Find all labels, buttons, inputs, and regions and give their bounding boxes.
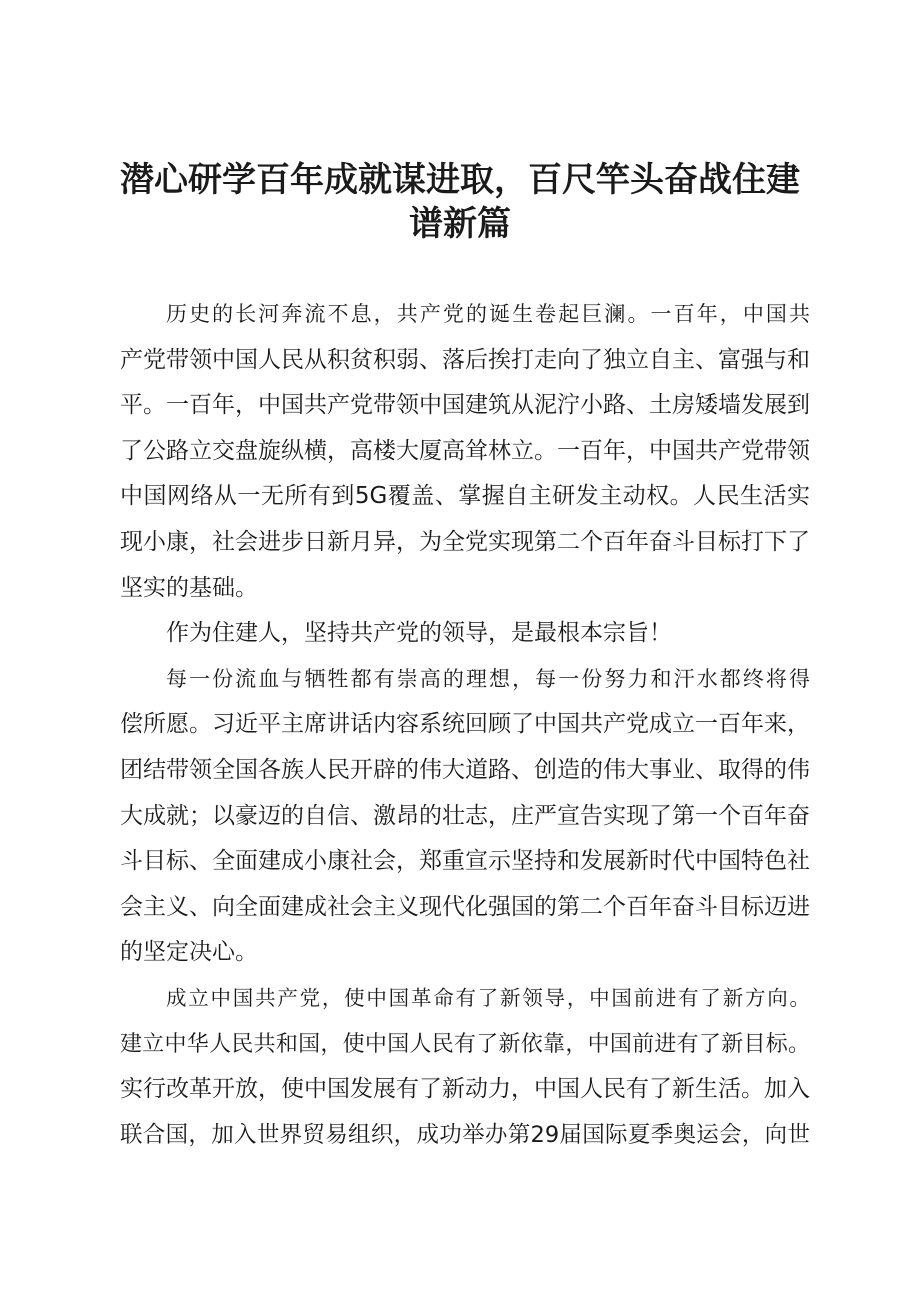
body-line: 偿所愿。习近平主席讲话内容系统回顾了中国共产党成立一百年来， (120, 711, 810, 738)
body-line: 平。一百年，中国共产党带领中国建筑从泥泞小路、土房矮墙发展到 (120, 392, 810, 419)
body-line: 历史的长河奔流不息，共产党的诞生卷起巨澜。一百年，中国共 (166, 302, 810, 326)
body-line: 中国网络从一无所有到5G覆盖、掌握自主研发主动权。人民生活实 (120, 483, 810, 510)
body-line: 成立中国共产党，使中国革命有了新领导，中国前进有了新方向。 (166, 985, 810, 1010)
title-line-1: 潜心研学百年成就谋进取，百尺竿头奋战住建 (120, 160, 800, 200)
body-line: 团结带领全国各族人民开辟的伟大道路、创造的伟大事业、取得的伟 (120, 756, 810, 783)
body-line: 了公路立交盘旋纵横，高楼大厦高耸林立。一百年，中国共产党带领 (120, 437, 810, 464)
body-line: 联合国，加入世界贸易组织，成功举办第29届国际夏季奥运会，向世 (120, 1121, 810, 1148)
body-line: 会主义、向全面建成社会主义现代化强国的第二个百年奋斗目标迈进 (120, 893, 810, 920)
document-title (110, 158, 810, 246)
body-line: 实行改革开放，使中国发展有了新动力，中国人民有了新生活。加入 (120, 1076, 810, 1103)
document-body (120, 292, 810, 1158)
body-line: 大成就；以豪迈的自信、激昂的壮志，庄严宣告实现了第一个百年奋 (120, 802, 810, 829)
body-line: 每一份流血与牺牲都有崇高的理想，每一份努力和汗水都终将得 (166, 666, 810, 691)
title-line-2: 谱新篇 (409, 204, 511, 244)
body-line: 产党带领中国人民从积贫积弱、落后挨打走向了独立自主、富强与和 (120, 346, 810, 373)
body-line: 现小康，社会进步日新月异，为全党实现第二个百年奋斗目标打下了 (120, 528, 810, 555)
body-line: 建立中华人民共和国，使中国人民有了新依靠，中国前进有了新目标。 (120, 1031, 810, 1057)
body-line: 的坚定决心。 (120, 939, 258, 966)
body-line: 坚实的基础。 (120, 574, 258, 601)
body-line: 斗目标、全面建成小康社会，郑重宣示坚持和发展新时代中国特色社 (120, 848, 810, 875)
body-line: 作为住建人，坚持共产党的领导，是最根本宗旨！ (166, 620, 672, 647)
